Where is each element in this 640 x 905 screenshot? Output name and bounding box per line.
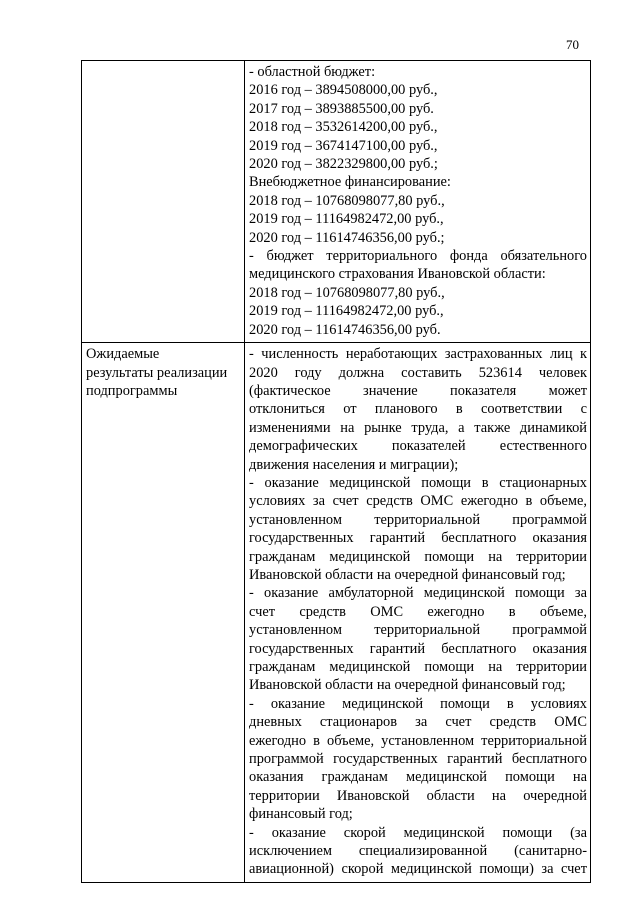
text-line: Ивановской области на очередной финансовый год; — [249, 566, 566, 583]
row-label-line: Ожидаемые — [86, 346, 160, 363]
text-line: изменениями на рынке труда, а также динамикой — [249, 419, 587, 436]
text-line: 2018 год – 3532614200,00 руб., — [249, 119, 438, 136]
text-line: оказания гражданам медицинской помощи на — [249, 769, 587, 786]
text-line: 2018 год – 10768098077,80 руб., — [249, 192, 445, 209]
text-line: авиационной) скорой медицинской помощи) за счет — [249, 861, 587, 878]
text-line: ежегодно в объеме, установленном территориальной — [249, 732, 587, 749]
text-line: движения населения и миграции); — [249, 456, 459, 473]
text-line: финансовый год; — [249, 806, 353, 823]
text-line: - оказание медицинской помощи в условиях — [249, 695, 587, 712]
text-line: 2019 год – 3674147100,00 руб., — [249, 137, 438, 154]
text-line: - численность неработающих застрахованных лиц к — [249, 346, 587, 363]
row-label-line: подпрограммы — [86, 382, 178, 399]
text-line: счет средств ОМС ежегодно в объеме, — [249, 603, 587, 620]
text-line: 2020 год – 11614746356,00 руб. — [249, 321, 441, 338]
text-line: исключением специализированной (санитарно- — [249, 843, 587, 860]
text-line: условиях за счет средств ОМС ежегодно в объеме, — [249, 493, 587, 510]
table-cell-expected-results — [245, 343, 591, 883]
row-label-line: результаты реализации — [86, 364, 228, 381]
text-line: Ивановской области на очередной финансовый год; — [249, 677, 566, 694]
text-line: - бюджет территориального фонда обязательного — [249, 248, 587, 265]
text-line: 2017 год – 3893885500,00 руб. — [249, 100, 434, 117]
table-cell-label-expected-results — [82, 343, 245, 883]
program-table — [81, 60, 591, 883]
text-line: государственных гарантий бесплатного оказания — [249, 640, 587, 657]
text-line: - оказание амбулаторной медицинской помощи за — [249, 585, 587, 602]
text-line: Внебюджетное финансирование: — [249, 174, 451, 191]
text-line: гражданам медицинской помощи на территории — [249, 659, 587, 675]
text-line: 2020 году должна составить 523614 человек — [249, 364, 587, 381]
table-row-expected-results — [82, 343, 591, 883]
text-line: демографических показателей естественного — [249, 438, 587, 455]
text-line: программой государственных гарантий бесплатного — [249, 751, 587, 768]
text-line: 2020 год – 3822329800,00 руб.; — [249, 156, 438, 173]
text-line: установленном территориальной программой — [249, 622, 587, 639]
text-line: - областной бюджет: — [249, 64, 376, 80]
table-row-funding — [82, 61, 591, 343]
text-line: гражданам медицинской помощи на территории — [249, 548, 587, 565]
text-line: 2018 год – 10768098077,80 руб., — [249, 284, 445, 301]
table-cell-label-empty — [82, 61, 245, 343]
text-line: 2020 год – 11614746356,00 руб.; — [249, 229, 445, 246]
text-line: государственных гарантий бесплатного оказания — [249, 530, 587, 547]
text-line: установленном территориальной программой — [249, 511, 587, 528]
text-line: отклониться от планового в соответствии с — [249, 401, 587, 418]
text-line: (фактическое значение показателя может — [249, 382, 587, 399]
table-cell-funding — [245, 61, 591, 343]
text-line: дневных стационаров за счет средств ОМС — [249, 714, 587, 731]
text-line: 2019 год – 11164982472,00 руб., — [249, 303, 444, 320]
text-line: - оказание медицинской помощи в стационарных — [249, 474, 587, 491]
page-number: 70 — [566, 37, 579, 52]
text-line: территории Ивановской области на очередной — [249, 787, 587, 804]
text-line: 2016 год – 3894508000,00 руб., — [249, 82, 438, 99]
text-line: медицинского страхования Ивановской области: — [249, 266, 546, 283]
text-line: - оказание скорой медицинской помощи (за — [249, 824, 587, 841]
text-line: 2019 год – 11164982472,00 руб., — [249, 211, 444, 228]
